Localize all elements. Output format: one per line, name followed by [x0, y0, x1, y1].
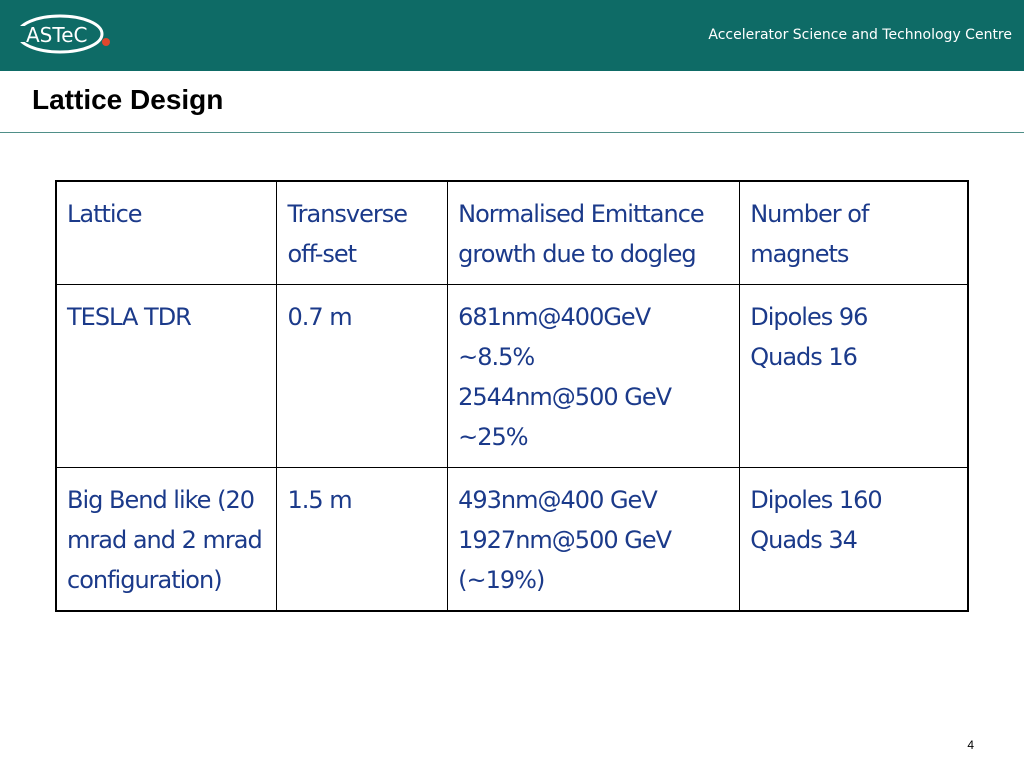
header-cell: Normalised Emittance growth due to dogleg	[448, 181, 740, 285]
table-row	[56, 285, 968, 468]
magnets-cell	[740, 285, 968, 468]
magnets-line: Quads 16	[750, 343, 857, 371]
slide-title: Lattice Design	[32, 84, 224, 115]
offset-cell: 0.7 m	[277, 285, 448, 468]
org-name: Accelerator Science and Technology Centre	[708, 27, 1012, 43]
logo-text: ASTeC	[26, 23, 88, 47]
title-divider	[0, 132, 1024, 133]
magnets-line: Dipoles 96	[750, 303, 868, 331]
astec-logo	[14, 12, 114, 58]
emittance-cell	[448, 285, 740, 468]
table-header-row	[56, 181, 968, 285]
emittance-line: 2544nm@500 GeV	[458, 383, 672, 411]
lattice-table	[55, 180, 969, 612]
magnets-line: Quads 34	[750, 526, 857, 554]
magnets-line: Dipoles 160	[750, 486, 882, 514]
offset-cell: 1.5 m	[277, 468, 448, 612]
header-cell: Transverse off-set	[277, 181, 448, 285]
table-row	[56, 468, 968, 612]
emittance-line: 493nm@400 GeV	[458, 486, 657, 514]
magnets-cell	[740, 468, 968, 612]
page-number: 4	[967, 738, 974, 752]
header-cell: Number of magnets	[740, 181, 968, 285]
slide-header	[0, 0, 1024, 71]
emittance-cell	[448, 468, 740, 612]
lattice-cell: TESLA TDR	[56, 285, 277, 468]
emittance-line: 1927nm@500 GeV	[458, 526, 672, 554]
emittance-line: (~19%)	[458, 566, 545, 594]
emittance-line: 681nm@400GeV ~8.5%	[458, 303, 651, 371]
emittance-line: ~25%	[458, 423, 528, 451]
lattice-cell: Big Bend like (20 mrad and 2 mrad configuration)	[56, 468, 277, 612]
header-cell: Lattice	[56, 181, 277, 285]
